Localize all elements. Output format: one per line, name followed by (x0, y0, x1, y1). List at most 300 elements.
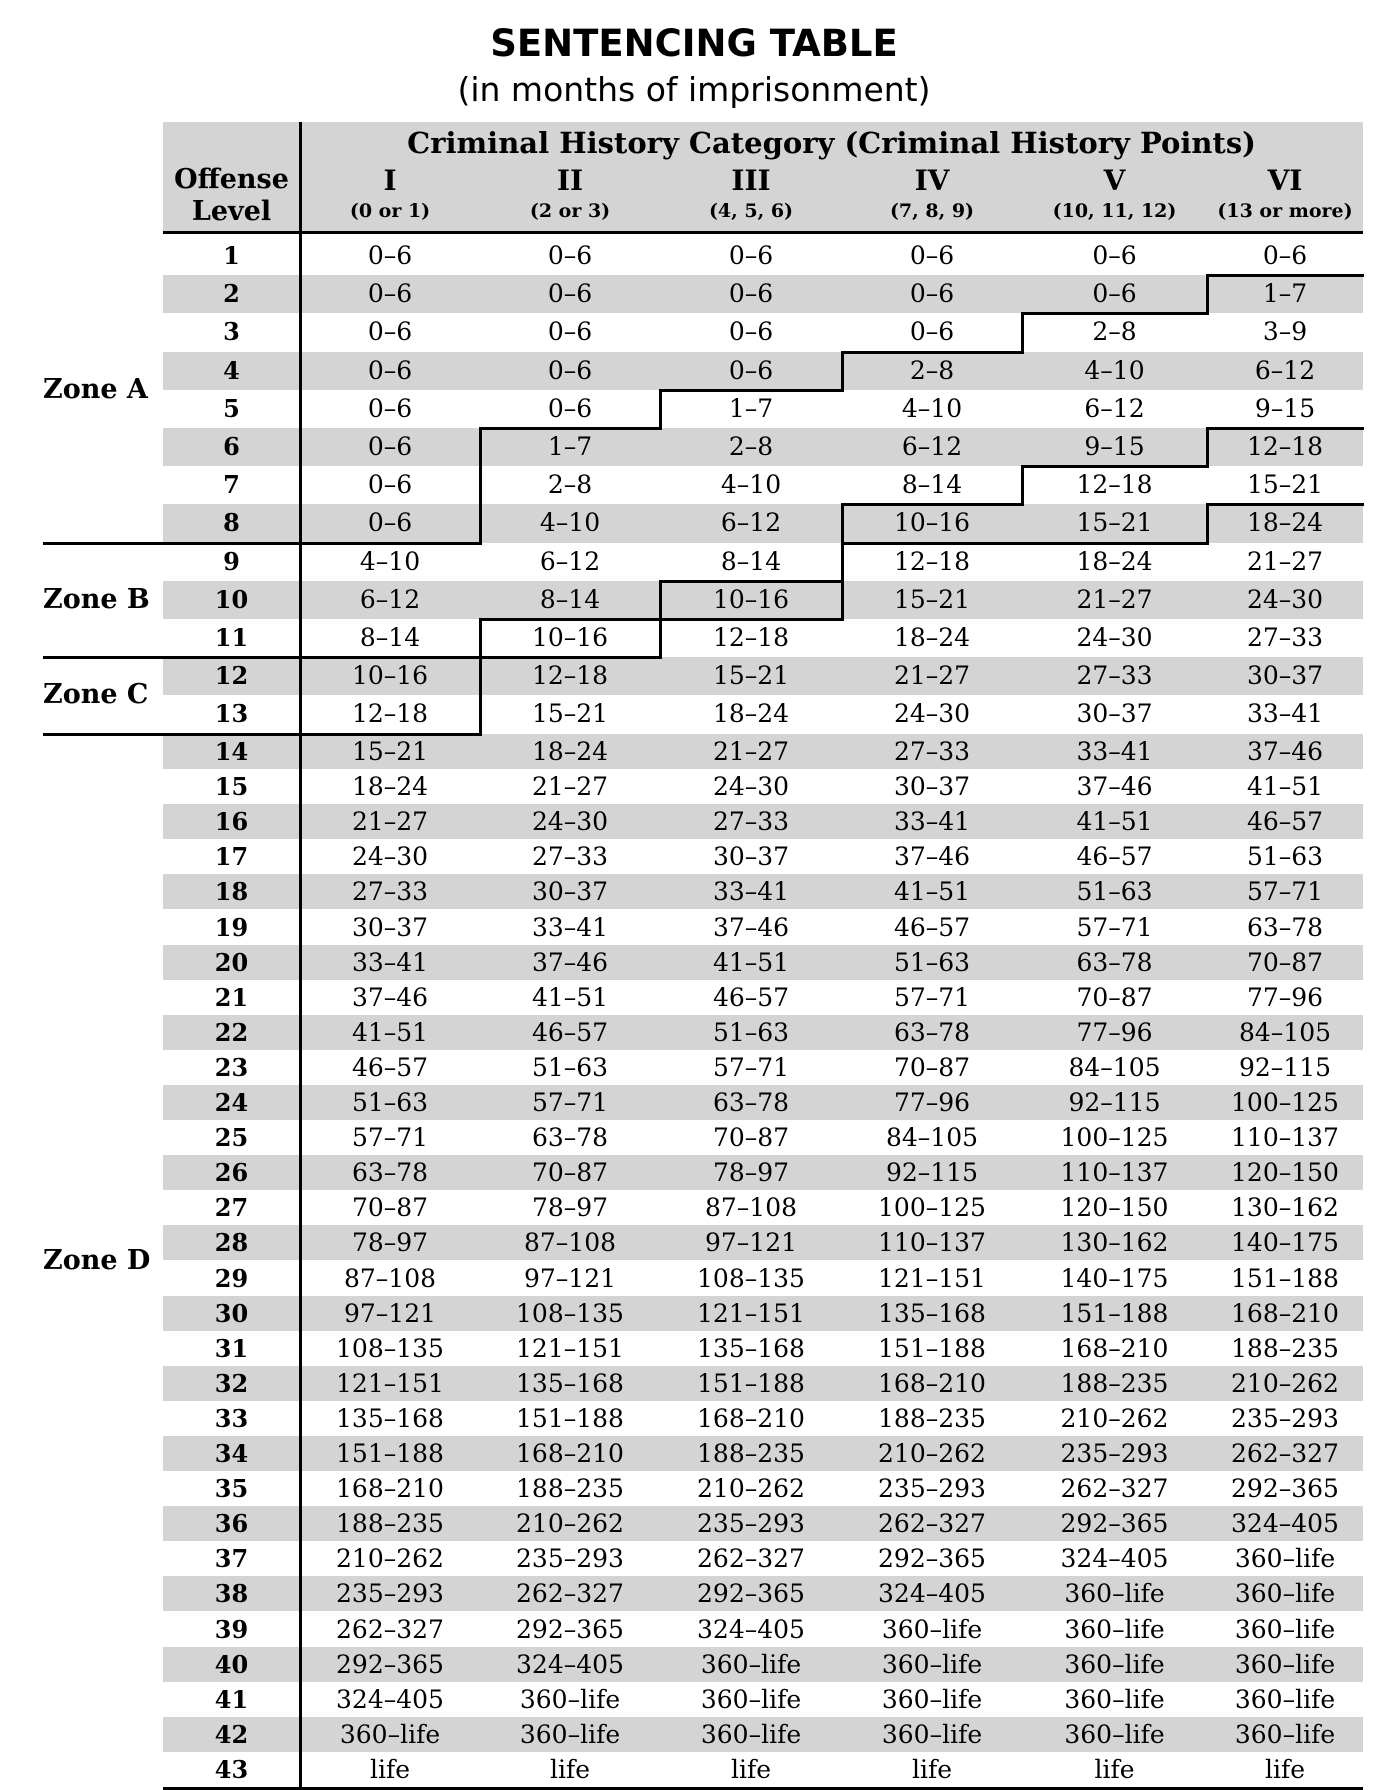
guideline-range: 0–6 (367, 355, 413, 385)
guideline-range: 1–7 (547, 432, 593, 461)
guideline-range: life (1094, 1754, 1135, 1784)
guideline-range: 70–87 (712, 1123, 790, 1153)
zone-b-boundary (1022, 312, 1208, 315)
page-title: SENTENCING TABLE (490, 22, 898, 65)
guideline-range: 188–235 (1060, 1368, 1169, 1398)
zone-d-boundary (1207, 503, 1364, 506)
guideline-range: 0–6 (728, 355, 774, 385)
guideline-range: 10–16 (351, 661, 429, 691)
guideline-range: 188–235 (516, 1474, 624, 1504)
guideline-range: 84–105 (1238, 1017, 1332, 1047)
offense-level: 28 (214, 1228, 249, 1258)
zone-c-boundary (842, 503, 1023, 506)
guideline-range: 46–57 (531, 1017, 609, 1047)
offense-level: 3 (223, 317, 240, 347)
guideline-range: 70–87 (531, 1158, 609, 1188)
guideline-range: 360–life (1234, 1579, 1336, 1609)
guideline-range: 0–6 (1262, 241, 1308, 270)
guideline-range: 210–262 (878, 1439, 986, 1468)
guideline-range: 33–41 (712, 877, 790, 907)
offense-level: 34 (214, 1439, 249, 1468)
guideline-range: life (911, 1754, 953, 1784)
guideline-range: 2–8 (547, 470, 593, 500)
guideline-range: 151–188 (697, 1368, 805, 1398)
guideline-range: 120–150 (1231, 1158, 1339, 1188)
zone-b-boundary (660, 389, 843, 392)
offense-level: 39 (214, 1614, 249, 1644)
guideline-range: 130–162 (1231, 1193, 1339, 1223)
offense-level: 24 (214, 1088, 249, 1117)
guideline-range: 360–life (1064, 1614, 1165, 1644)
guideline-range: 108–135 (697, 1263, 805, 1293)
guideline-range: 360–life (700, 1684, 802, 1714)
offense-level: 7 (223, 470, 240, 500)
guideline-range: 292–365 (697, 1579, 805, 1609)
guideline-range: 12–18 (1076, 470, 1153, 500)
guideline-range: 0–6 (547, 393, 593, 423)
guideline-range: 8–14 (720, 546, 782, 576)
offense-level: 26 (214, 1158, 249, 1188)
guideline-range: 235–293 (336, 1579, 444, 1609)
offense-level: 29 (214, 1263, 249, 1293)
guideline-range: 262–327 (697, 1544, 805, 1574)
guideline-range: 121–151 (878, 1263, 986, 1293)
zone-d-boundary (479, 656, 482, 736)
guideline-range: 33–41 (893, 807, 971, 837)
guideline-range: 0–6 (367, 393, 413, 423)
guideline-range: 360–life (339, 1719, 441, 1749)
guideline-range: 188–235 (697, 1439, 805, 1468)
offense-level: 19 (214, 912, 249, 942)
guideline-range: 41–51 (712, 947, 790, 977)
offense-level: 16 (214, 807, 249, 837)
guideline-range: 324–405 (1231, 1509, 1339, 1539)
guideline-range: 18–24 (893, 623, 971, 652)
guideline-range: 21–27 (893, 661, 971, 691)
guideline-range: 135–168 (516, 1368, 624, 1398)
guideline-range: 21–27 (351, 807, 429, 837)
offense-level: 4 (223, 355, 240, 385)
offense-level: 33 (214, 1403, 249, 1433)
offense-level: 42 (214, 1719, 249, 1749)
guideline-range: 262–327 (878, 1509, 986, 1539)
category-points: (0 or 1) (349, 200, 431, 222)
guideline-range: 24–30 (531, 807, 609, 837)
guideline-range: 10–16 (712, 584, 790, 614)
guideline-range: 27–33 (712, 807, 790, 837)
guideline-range: 168–210 (336, 1474, 444, 1504)
guideline-range: 292–365 (878, 1544, 986, 1574)
guideline-range: 27–33 (893, 737, 971, 766)
guideline-range: 51–63 (1076, 877, 1153, 907)
guideline-range: 360–life (1234, 1719, 1336, 1749)
category-numeral: II (556, 164, 584, 197)
zone-b-boundary (480, 427, 661, 430)
page-subtitle: (in months of imprisonment) (457, 70, 931, 109)
offense-level: 17 (214, 842, 249, 872)
guideline-range: 21–27 (1076, 584, 1153, 614)
guideline-range: 30–37 (712, 842, 790, 872)
guideline-range: 18–24 (712, 699, 790, 729)
guideline-range: 10–16 (531, 623, 609, 652)
zone-separator (43, 656, 300, 659)
guideline-range: 151–188 (878, 1333, 986, 1363)
zone-b-boundary (842, 351, 1023, 354)
guideline-range: 121–151 (336, 1368, 444, 1398)
guideline-range: 235–293 (1231, 1403, 1339, 1433)
zone-c-boundary (480, 618, 661, 621)
guideline-range: 0–6 (909, 279, 955, 309)
guideline-range: life (549, 1754, 591, 1784)
guideline-range: 51–63 (531, 1052, 609, 1082)
guideline-range: 324–405 (336, 1684, 444, 1714)
guideline-range: 360–life (519, 1684, 621, 1714)
guideline-range: 121–151 (697, 1298, 805, 1328)
guideline-range: 97–121 (704, 1228, 798, 1258)
guideline-range: 0–6 (367, 241, 413, 270)
guideline-range: 8–14 (901, 470, 963, 500)
guideline-range: 0–6 (547, 355, 593, 385)
guideline-range: 41–51 (351, 1017, 429, 1047)
guideline-range: 135–168 (697, 1333, 805, 1363)
guideline-range: 8–14 (359, 623, 421, 652)
guideline-range: 12–18 (531, 661, 609, 691)
guideline-range: 140–175 (1231, 1228, 1339, 1258)
guideline-range: 151–188 (1231, 1263, 1339, 1293)
guideline-range: 2–8 (728, 432, 774, 461)
guideline-range: 210–262 (697, 1474, 805, 1504)
guideline-range: 24–30 (712, 772, 790, 802)
guideline-range: 4–10 (359, 546, 421, 576)
zone-c-boundary (479, 618, 482, 659)
guideline-range: 57–71 (712, 1052, 790, 1082)
guideline-range: 235–293 (516, 1544, 624, 1574)
guideline-range: 84–105 (885, 1123, 979, 1153)
zone-d-boundary (660, 618, 843, 621)
guideline-range: 70–87 (1246, 947, 1324, 977)
guideline-range: 33–41 (351, 947, 429, 977)
zone-c-boundary (660, 580, 843, 583)
zone-separator (43, 733, 300, 736)
zone-d-boundary (1206, 503, 1209, 544)
vertical-divider (299, 122, 302, 1789)
guideline-range: 18–24 (1246, 508, 1324, 538)
guideline-range: 21–27 (712, 737, 790, 766)
guideline-range: 360–life (1064, 1579, 1165, 1609)
offense-level: 13 (214, 699, 249, 729)
guideline-range: 15–21 (712, 661, 790, 691)
guideline-range: 292–365 (1231, 1474, 1339, 1504)
guideline-range: 360–life (1064, 1719, 1165, 1749)
guideline-range: 140–175 (1060, 1263, 1169, 1293)
guideline-range: 33–41 (1076, 737, 1153, 766)
guideline-range: 235–293 (1060, 1439, 1169, 1468)
guideline-range: 46–57 (893, 912, 971, 942)
guideline-range: 110–137 (878, 1228, 986, 1258)
zone-label: Zone B (43, 583, 150, 615)
category-points: (4, 5, 6) (708, 200, 794, 222)
guideline-range: 24–30 (893, 699, 971, 729)
category-numeral: IV (914, 164, 950, 197)
guideline-range: 100–125 (878, 1193, 986, 1223)
guideline-range: 0–6 (728, 279, 774, 309)
guideline-range: 84–105 (1068, 1052, 1161, 1082)
guideline-range: 360–life (519, 1719, 621, 1749)
guideline-range: 360–life (1064, 1649, 1165, 1679)
zone-b-boundary (659, 389, 662, 430)
guideline-range: 51–63 (1246, 842, 1324, 872)
guideline-range: 37–46 (531, 947, 609, 977)
offense-level: 15 (214, 772, 249, 802)
guideline-range: 1–7 (728, 393, 774, 423)
offense-level: 20 (214, 947, 249, 977)
criminal-history-banner: Criminal History Category (Criminal History Points) (407, 126, 1256, 160)
guideline-range: 57–71 (893, 982, 971, 1012)
guideline-range: 46–57 (1246, 807, 1324, 837)
guideline-range: 18–24 (1076, 546, 1153, 576)
zone-d-boundary (659, 618, 662, 659)
guideline-range: 4–10 (539, 508, 601, 538)
guideline-range: 262–327 (1060, 1474, 1169, 1504)
guideline-range: 24–30 (351, 842, 429, 872)
guideline-range: 87–108 (343, 1263, 437, 1293)
guideline-range: 324–405 (878, 1579, 986, 1609)
guideline-range: 168–210 (516, 1439, 624, 1468)
zone-b-boundary (479, 427, 482, 545)
guideline-range: 0–6 (728, 241, 774, 270)
category-points: (13 or more) (1217, 200, 1353, 222)
guideline-range: 27–33 (1246, 623, 1324, 652)
guideline-range: 0–6 (367, 279, 413, 309)
offense-level: 1 (223, 241, 240, 270)
guideline-range: 18–24 (531, 737, 609, 766)
guideline-range: 262–327 (1231, 1439, 1339, 1468)
guideline-range: 262–327 (336, 1614, 444, 1644)
guideline-range: 78–97 (531, 1193, 609, 1223)
guideline-range: 6–12 (539, 546, 601, 576)
header-bottom-rule (163, 231, 1363, 234)
offense-level-header-line2: Level (191, 196, 272, 227)
guideline-range: 110–137 (1060, 1158, 1169, 1188)
guideline-range: 1–7 (1262, 279, 1308, 309)
guideline-range: 12–18 (893, 546, 971, 576)
guideline-range: 21–27 (1246, 546, 1324, 576)
guideline-range: 51–63 (712, 1017, 790, 1047)
guideline-range: 21–27 (531, 772, 609, 802)
guideline-range: 41–51 (531, 982, 609, 1012)
guideline-range: 46–57 (351, 1052, 429, 1082)
guideline-range: 30–37 (351, 912, 429, 942)
zone-d-boundary (842, 542, 1023, 545)
guideline-range: 324–405 (516, 1649, 624, 1679)
zone-d-boundary (841, 542, 844, 621)
guideline-range: 12–18 (351, 699, 429, 729)
guideline-range: 63–78 (351, 1158, 429, 1188)
zone-label: Zone C (43, 679, 149, 711)
guideline-range: 262–327 (516, 1579, 624, 1609)
guideline-range: 0–6 (547, 279, 593, 309)
guideline-range: life (369, 1754, 411, 1784)
offense-level-header-line1: Offense (174, 164, 289, 195)
offense-level: 30 (214, 1298, 249, 1328)
zone-c-boundary (1022, 465, 1208, 468)
guideline-range: 0–6 (1092, 241, 1137, 270)
offense-level: 5 (223, 393, 240, 423)
offense-level: 2 (223, 279, 240, 309)
guideline-range: 37–46 (1076, 772, 1153, 802)
guideline-range: 210–262 (516, 1509, 624, 1539)
guideline-range: 108–135 (516, 1298, 624, 1328)
guideline-range: 121–151 (516, 1333, 624, 1363)
offense-level: 25 (214, 1123, 249, 1153)
guideline-range: 151–188 (1060, 1298, 1169, 1328)
zone-c-boundary (659, 580, 662, 621)
offense-level: 22 (214, 1017, 249, 1047)
guideline-range: 51–63 (351, 1088, 429, 1117)
offense-level: 38 (214, 1579, 249, 1609)
guideline-range: 151–188 (336, 1439, 444, 1468)
guideline-range: 2–8 (909, 355, 955, 385)
guideline-range: 30–37 (893, 772, 971, 802)
zone-label: Zone D (43, 1244, 151, 1276)
offense-level: 32 (214, 1368, 249, 1398)
zone-label: Zone A (43, 373, 148, 405)
guideline-range: 360–life (1234, 1544, 1336, 1574)
guideline-range: 0–6 (367, 508, 413, 538)
guideline-range: 12–18 (712, 623, 790, 652)
guideline-range: 0–6 (909, 241, 955, 270)
guideline-range: 18–24 (351, 772, 429, 802)
zone-d-boundary (300, 733, 481, 736)
guideline-range: 8–14 (539, 584, 601, 614)
guideline-range: 97–121 (343, 1298, 437, 1328)
guideline-range: 6–12 (901, 432, 963, 461)
guideline-range: 6–12 (1084, 393, 1145, 423)
zone-b-boundary (1206, 274, 1209, 315)
guideline-range: 151–188 (516, 1403, 624, 1433)
guideline-range: 100–125 (1060, 1123, 1169, 1153)
guideline-range: 135–168 (336, 1403, 444, 1433)
offense-level: 43 (214, 1754, 249, 1784)
category-numeral: VI (1267, 164, 1303, 197)
guideline-range: 210–262 (1060, 1403, 1169, 1433)
guideline-range: 324–405 (697, 1614, 805, 1644)
guideline-range: 130–162 (1060, 1228, 1169, 1258)
guideline-range: 0–6 (547, 317, 593, 347)
offense-level: 8 (223, 508, 240, 538)
guideline-range: 46–57 (1076, 842, 1153, 872)
zone-b-boundary (300, 542, 481, 545)
guideline-range: 110–137 (1231, 1123, 1339, 1153)
zone-c-boundary (1207, 427, 1364, 430)
guideline-range: 168–210 (878, 1368, 986, 1398)
zone-c-boundary (1021, 465, 1024, 506)
guideline-range: 63–78 (712, 1088, 790, 1117)
guideline-range: 30–37 (1076, 699, 1153, 729)
guideline-range: 41–51 (893, 877, 971, 907)
guideline-range: 6–12 (359, 584, 421, 614)
guideline-range: 33–41 (531, 912, 609, 942)
guideline-range: 15–21 (351, 737, 429, 766)
guideline-range: 87–108 (704, 1193, 798, 1223)
guideline-range: 30–37 (1246, 661, 1324, 691)
category-points: (10, 11, 12) (1052, 200, 1177, 222)
guideline-range: 92–115 (1238, 1052, 1332, 1082)
guideline-range: 292–365 (336, 1649, 444, 1679)
guideline-range: 24–30 (1246, 584, 1324, 614)
guideline-range: 27–33 (531, 842, 609, 872)
guideline-range: 188–235 (878, 1403, 986, 1433)
offense-level: 23 (214, 1052, 249, 1082)
guideline-range: 360–life (881, 1719, 983, 1749)
guideline-range: 3–9 (1262, 317, 1308, 347)
guideline-range: 360–life (700, 1649, 802, 1679)
guideline-range: 37–46 (351, 982, 429, 1012)
offense-level: 21 (214, 982, 249, 1012)
guideline-range: 9–15 (1254, 393, 1316, 423)
zone-b-boundary (1207, 274, 1364, 277)
guideline-range: 324–405 (1060, 1544, 1169, 1574)
guideline-range: 360–life (881, 1649, 983, 1679)
guideline-range: 15–21 (1246, 470, 1324, 500)
guideline-range: 27–33 (1076, 661, 1153, 691)
guideline-range: 33–41 (1246, 699, 1324, 729)
guideline-range: 168–210 (697, 1403, 805, 1433)
guideline-range: 57–71 (1246, 877, 1324, 907)
guideline-range: 63–78 (531, 1123, 609, 1153)
offense-level: 18 (214, 877, 249, 907)
guideline-range: 37–46 (893, 842, 971, 872)
guideline-range: 37–46 (1246, 737, 1324, 766)
guideline-range: 4–10 (720, 470, 782, 500)
offense-level: 14 (214, 737, 249, 766)
offense-level: 11 (214, 623, 249, 652)
guideline-range: 24–30 (1076, 623, 1153, 652)
guideline-range: 15–21 (1076, 508, 1153, 538)
guideline-range: 168–210 (1231, 1298, 1339, 1328)
category-numeral: I (383, 164, 397, 197)
zone-c-boundary (300, 656, 481, 659)
guideline-range: 63–78 (893, 1017, 971, 1047)
guideline-range: 27–33 (351, 877, 429, 907)
guideline-range: 37–46 (712, 912, 790, 942)
category-points: (7, 8, 9) (889, 200, 975, 222)
guideline-range: 77–96 (893, 1088, 971, 1117)
guideline-range: 70–87 (893, 1052, 971, 1082)
category-points: (2 or 3) (529, 200, 611, 222)
guideline-range: 100–125 (1231, 1088, 1339, 1117)
guideline-range: 57–71 (1076, 912, 1153, 942)
offense-level: 10 (214, 584, 249, 614)
guideline-range: 4–10 (1084, 355, 1145, 385)
guideline-range: 0–6 (909, 317, 955, 347)
guideline-range: 120–150 (1060, 1193, 1169, 1223)
guideline-range: 0–6 (367, 317, 413, 347)
offense-level: 40 (214, 1649, 249, 1679)
guideline-range: 4–10 (901, 393, 963, 423)
guideline-range: 235–293 (878, 1474, 986, 1504)
guideline-range: life (730, 1754, 772, 1784)
guideline-range: 188–235 (336, 1509, 444, 1539)
guideline-range: 6–12 (1254, 355, 1316, 385)
offense-level: 31 (214, 1333, 249, 1363)
guideline-range: 292–365 (1060, 1509, 1169, 1539)
offense-level: 6 (223, 432, 240, 461)
guideline-range: 63–78 (1246, 912, 1324, 942)
guideline-range: 78–97 (351, 1228, 429, 1258)
zone-b-boundary (1021, 312, 1024, 353)
guideline-range: 168–210 (1060, 1333, 1169, 1363)
